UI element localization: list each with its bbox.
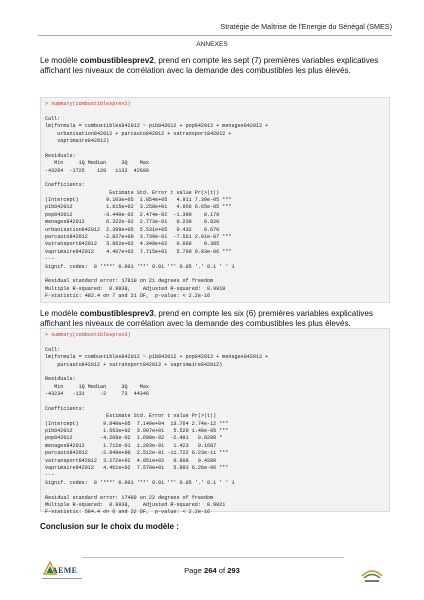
r-output-line <box>45 175 385 182</box>
paragraph-model-2 <box>40 56 390 77</box>
r-output-line: vaprimaire842012 4.467e+02 7.715e+01 5.790 9.83e-06 *** <box>45 248 232 255</box>
r-output-line <box>45 399 385 406</box>
r-output-line <box>45 145 385 152</box>
r-output-line: Min 1Q Median 3Q Max <box>45 160 149 167</box>
r-output-line: Residuals: <box>45 152 76 159</box>
r-output-line: vatransport842012 3.272e+02 4.051e+02 0.808 0.4280 <box>45 457 217 464</box>
r-output-box-1 <box>40 97 390 303</box>
r-output-box-2 <box>40 328 390 516</box>
r-output-line: Residual standard error: 17480 on 22 degrees of freedom <box>45 494 214 501</box>
r-output-line <box>45 369 385 376</box>
r-output-line: vaprimaire842012) <box>45 137 110 144</box>
r-output-line: parcauto842012 -2.949e+00 2.512e-01 -11.722 6.23e-11 *** <box>45 450 229 457</box>
r-output-line: Residual standard error: 17810 on 21 degrees of freedom <box>45 278 214 285</box>
r-output-line: --- <box>45 472 55 479</box>
r-output-line: parcauto842012 -2.827e+00 3.739e-01 -7.561 2.01e-07 *** <box>45 234 232 241</box>
r-output-line: Min 1Q Median 3Q Max <box>45 383 149 390</box>
r-output-line: F-statistic: 482.4 on 7 and 21 DF, p-value: < 2.2e-16 <box>45 293 211 300</box>
r-output-line: Coefficients: <box>45 182 85 189</box>
model-name: combustiblesprev3 <box>80 309 154 318</box>
r-output-line: Multiple R-squared: 0.9938, Adjusted R-squared: 0.9921 <box>45 501 226 508</box>
r-output-line: Estimate Std. Error t value Pr(>|t|) <box>45 189 220 196</box>
aeme-logo-underline <box>42 578 82 581</box>
r-output-line: lm(formula = combustibles842012 ~ pib842012 + pop842012 + menages842012 + <box>45 354 269 361</box>
r-output-line: vatransport842012 3.862e+02 4.349e+02 0.888 0.385 <box>45 241 220 248</box>
r-output-line: -43234 -131 -2 73 44346 <box>45 391 149 398</box>
r-output-line <box>45 271 385 278</box>
r-output-line: Call: <box>45 115 61 122</box>
r-output-line: menages842012 6.322e-02 2.773e-01 0.230 0.820 <box>45 219 220 226</box>
r-output-line: Call: <box>45 346 61 353</box>
r-output-line: F-statistic: 584.4 on 6 and 22 DF, p-value: < 2.2e-16 <box>45 509 211 516</box>
partner-logo <box>360 562 384 584</box>
paragraph-text: , prend en compte les six (6) premières variables explicatives affichant les niveaux de corrélation avec la demande des combustibles les plus élevés. <box>40 309 373 329</box>
conclusion-heading: Conclusion sur le choix du modèle : <box>40 522 179 531</box>
r-output-line <box>45 339 385 346</box>
aeme-logo-text: AEME <box>52 566 78 575</box>
r-output-line <box>45 487 385 494</box>
r-output-line: pib842012 1.615e+02 3.258e+01 4.956 6.65e-05 *** <box>45 204 232 211</box>
section-title: ANNEXES <box>196 41 228 48</box>
r-output-line: urbanisation842012 2.399e+05 5.531e+05 0.432 0.670 <box>45 226 220 233</box>
r-output-line <box>45 108 385 115</box>
document-header: Stratégie de Maîtrise de l'Energie du Sénégal (SMES) <box>220 22 392 31</box>
page-total: 293 <box>227 566 240 575</box>
page-current: 264 <box>203 566 217 575</box>
r-output-line: urbanisation842012 + parcauto842012 + vatransport842012 + <box>45 130 232 137</box>
r-output-line: Residuals: <box>45 376 76 383</box>
r-command-line: > summary(combustiblesprev3) <box>45 332 131 338</box>
r-output-line: Coefficients: <box>45 405 85 412</box>
r-output-line: Estimate Std. Error t value Pr(>|t|) <box>45 413 217 420</box>
paragraph-text: , prend en compte les sept (7) premières variables explicatives affichant les niveaux de corrélation avec la demande des combustibles les plus élevés. <box>40 56 379 76</box>
r-output-line: Signif. codes: 0 '***' 0.001 '**' 0.01 '*' 0.05 '.' 0.1 ' ' 1 <box>45 479 235 486</box>
page-prefix: Page <box>184 566 204 575</box>
page-separator: of <box>216 566 228 575</box>
r-output-line: (Intercept) 9.103e+05 1.854e+05 4.911 7.39e-05 *** <box>45 197 232 204</box>
paragraph-model-3 <box>40 309 390 330</box>
r-command-line: > summary(combustiblesprev2) <box>45 101 131 107</box>
r-output-line: --- <box>45 256 55 263</box>
r-output-line: (Intercept) 9.840e+05 7.149e+04 13.764 2.74e-12 *** <box>45 420 229 427</box>
r-output-line: menages842012 1.712e-01 1.203e-01 1.423 0.1687 <box>45 442 217 449</box>
r-output-line: pib842012 1.663e+02 3.007e+01 5.529 1.48e-05 *** <box>45 428 229 435</box>
r-output-line: pop842012 -3.440e-02 2.474e-02 -1.390 0.179 <box>45 211 220 218</box>
r-output-line: lm(formula = combustibles842012 ~ pib842012 + pop842012 + menages842012 + <box>45 123 269 130</box>
paragraph-prefix: Le modèle <box>40 56 81 65</box>
r-output-line: parcauto842012 + vatransport842012 + vaprimaire842012) <box>45 361 223 368</box>
r-output-line: vaprimaire842012 4.461e+02 7.570e+01 5.893 6.26e-06 *** <box>45 465 229 472</box>
partner-logo-icon <box>360 562 384 584</box>
paragraph-prefix: Le modèle <box>40 309 81 318</box>
r-output-line: Multiple R-squared: 0.9938, Adjusted R-squared: 0.9918 <box>45 285 226 292</box>
r-output-line: Signif. codes: 0 '***' 0.001 '**' 0.01 '*' 0.05 '.' 0.1 ' ' 1 <box>45 263 235 270</box>
r-output-line: pop842012 -4.208e-02 1.690e-02 -2.491 0.0208 * <box>45 435 223 442</box>
footer-rule <box>82 557 344 558</box>
header-rule <box>38 35 392 36</box>
r-output-line: -43204 -1725 120 1132 42609 <box>45 167 149 174</box>
model-name: combustiblesprev2 <box>80 56 154 65</box>
